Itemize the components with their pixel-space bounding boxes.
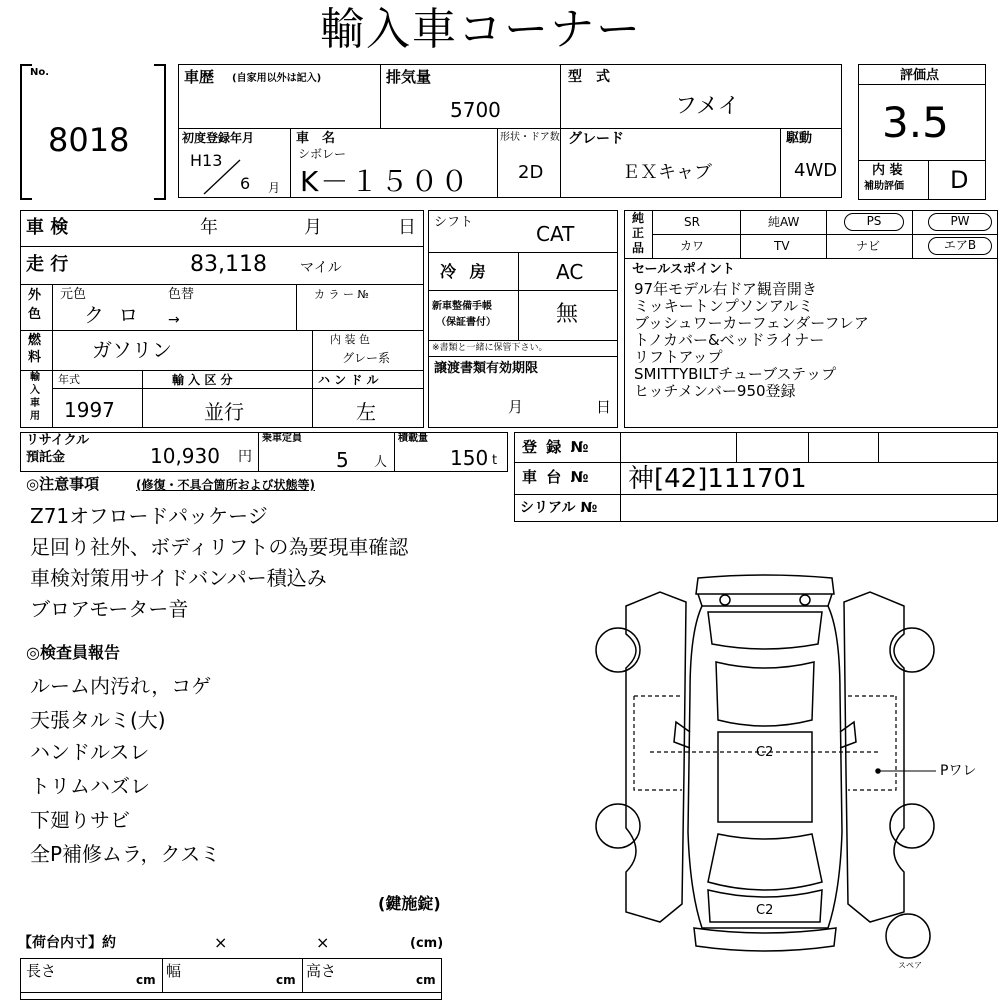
inspector-line-3: ハンドルスレ	[30, 740, 150, 764]
inspection-day: 日	[398, 217, 416, 238]
inspector-line-5: 下廻りサビ	[30, 808, 130, 832]
orig-color-value: ク ロ	[84, 303, 143, 327]
first-reg-month-unit: 月	[268, 181, 281, 195]
history-note: (自家用以外は記入)	[232, 73, 322, 84]
capacity-unit: 人	[374, 455, 388, 470]
score-label: 評価点	[900, 68, 940, 83]
lot-label: No.	[30, 67, 50, 78]
car-maker: シボレー	[298, 147, 347, 161]
selling-point-6: SMITTYBILTチューブステップ	[634, 365, 837, 383]
genuine-item-pw: PW	[928, 213, 992, 231]
first-reg-label: 初度登録年月	[182, 131, 255, 145]
cargo-height-unit: cm	[416, 973, 436, 987]
diagram-c2-top: C2	[756, 745, 774, 760]
registration-label: 登 録 №	[522, 438, 591, 456]
import-label-1: 輸	[30, 372, 40, 383]
genuine-item-ps: PS	[844, 213, 904, 231]
body-value: 2D	[518, 162, 544, 183]
mileage-unit: マイル	[300, 260, 342, 276]
diagram-spare-label: スペア	[898, 961, 922, 970]
inspector-line-6: 全P補修ムラ，クスミ	[30, 842, 221, 866]
cargo-x2: ×	[316, 933, 330, 952]
inspector-line-2: 天張タルミ(大)	[30, 708, 166, 732]
selling-point-2: ミッキートンプソンアルミ	[634, 297, 814, 315]
inspection-label: 車 検	[26, 217, 69, 238]
chassis-label: 車 台 №	[522, 468, 591, 486]
genuine-label-2: 正	[632, 226, 645, 240]
first-reg-month: 6	[240, 174, 251, 193]
mileage-value: 83,118	[190, 252, 267, 277]
first-reg-era: H13	[190, 151, 223, 170]
shift-label: シフト	[434, 215, 474, 230]
selling-points-label: セールスポイント	[632, 262, 735, 277]
import-label-2: 入	[30, 385, 40, 396]
recycle-label-1: リサイクル	[26, 433, 90, 448]
selling-point-4: トノカバー&ベッドライナー	[634, 331, 825, 349]
import-type-label: 輸 入 区 分	[172, 373, 233, 387]
note-line-2: 足回り社外、ボディリフトの為要現車確認	[30, 535, 409, 559]
diagram-right-mark: Pワレ	[940, 763, 977, 779]
drive-label: 駆動	[786, 131, 813, 146]
cargo-length-label: 長さ	[26, 962, 57, 980]
genuine-item-tv: TV	[774, 239, 790, 253]
inspector-line-1: ルーム内汚れ，コゲ	[30, 674, 212, 698]
note-line-1: Z71オフロードパッケージ	[30, 504, 268, 528]
maintenance-note: ※書類と一緒に保管下さい。	[432, 343, 548, 353]
note-line-4: ブロアモーター音	[30, 597, 189, 621]
maintenance-value: 無	[556, 302, 579, 327]
genuine-item-sr: SR	[684, 215, 700, 229]
model-type-value: フメイ	[675, 94, 740, 119]
page-title: 輸入車コーナー	[320, 4, 642, 55]
recycle-unit: 円	[238, 449, 252, 465]
score-value: 3.5	[882, 98, 949, 147]
key-locked-label: (鍵施錠)	[378, 894, 441, 913]
interior-score-label: 内 装	[872, 163, 903, 178]
genuine-item-leather: カワ	[680, 239, 705, 253]
vehicle-info-grid	[178, 64, 842, 198]
cargo-width-unit: cm	[276, 973, 296, 987]
capacity-label: 乗車定員	[262, 433, 302, 444]
genuine-label-3: 品	[632, 241, 645, 255]
fuel-label-1: 燃	[28, 333, 42, 348]
maintenance-label-2: （保証書付）	[436, 317, 496, 328]
selling-point-3: ブッシュワーカーフェンダーフレア	[634, 314, 869, 332]
interior-color-label: 内 装 色	[330, 333, 370, 346]
capacity-value: 5	[336, 448, 349, 472]
orig-color-label: 元色	[60, 287, 87, 302]
cargo-grid	[20, 958, 442, 1000]
shift-value: CAT	[536, 222, 575, 246]
import-year-label: 年式	[58, 373, 80, 386]
genuine-item-airbag: エアB	[928, 237, 992, 255]
first-reg-slash	[196, 156, 246, 196]
import-year: 1997	[64, 398, 115, 422]
transfer-month: 月	[508, 398, 524, 416]
ac-label: 冷 房	[440, 262, 490, 281]
load-value: 150	[450, 446, 489, 470]
car-name: K－１５００	[300, 165, 471, 198]
selling-point-7: ヒッチメンバー950登録	[634, 382, 796, 400]
interior-score-value: D	[950, 166, 969, 194]
repaint-label: 色替	[168, 287, 195, 302]
genuine-item-aw: 純AW	[768, 215, 800, 229]
transfer-label: 譲渡書類有効期限	[434, 361, 539, 376]
details-grid	[20, 210, 424, 428]
lot-number: 8018	[48, 121, 130, 159]
car-name-label: 車 名	[296, 131, 336, 146]
car-damage-diagram	[590, 572, 995, 992]
cargo-height-label: 高さ	[306, 962, 337, 980]
handle-label: ハ ン ド ル	[318, 373, 379, 387]
fuel-label-2: 料	[28, 350, 42, 365]
handle-value: 左	[356, 400, 376, 424]
history-label: 車歴	[184, 68, 215, 86]
notes-sub: (修復・不具合箇所および状態等)	[136, 478, 315, 492]
exterior-label-1: 外	[28, 288, 42, 303]
genuine-label-1: 純	[632, 211, 645, 225]
mileage-label: 走 行	[26, 254, 69, 275]
grade-label: グレード	[568, 131, 624, 147]
drive-value: 4WD	[794, 160, 838, 181]
maintenance-label-1: 新車整備手帳	[432, 301, 492, 312]
selling-point-1: 97年モデル右ドア観音開き	[634, 280, 817, 298]
selling-point-5: リフトアップ	[634, 348, 723, 366]
genuine-item-navi: ナビ	[856, 239, 881, 253]
body-label: 形状・ドア数	[500, 132, 560, 143]
chassis-value: 神[42]111701	[628, 464, 807, 494]
diagram-c2-bottom: C2	[756, 903, 774, 918]
note-line-3: 車検対策用サイドバンパー積込み	[30, 566, 327, 590]
recycle-label-2: 預託金	[26, 450, 66, 465]
recycle-value: 10,930	[150, 444, 220, 468]
import-type: 並行	[204, 400, 244, 424]
interior-score-sublabel: 補助評価	[864, 181, 904, 192]
ac-value: AC	[556, 260, 584, 284]
inspection-year: 年	[200, 217, 218, 238]
inspector-line-4: トリムハズレ	[30, 774, 150, 798]
color-arrow: →	[168, 312, 180, 328]
import-label-3: 車	[30, 398, 40, 409]
interior-color-value: グレー系	[342, 351, 391, 365]
fuel-value: ガソリン	[92, 338, 172, 362]
displacement-label: 排気量	[386, 68, 432, 86]
color-code-label: カ ラ ー №	[314, 288, 369, 301]
displacement-value: 5700	[450, 98, 501, 122]
inspection-month: 月	[304, 217, 322, 238]
notes-label: ◎注意事項	[26, 475, 100, 493]
exterior-label-2: 色	[28, 307, 42, 322]
cargo-length-unit: cm	[136, 973, 156, 987]
model-type-label: 型 式	[568, 69, 610, 85]
transfer-day: 日	[596, 398, 612, 416]
grade-value: ＥＸキャブ	[622, 162, 712, 183]
serial-label: シリアル №	[520, 500, 598, 516]
inspector-label: ◎検査員報告	[26, 643, 120, 662]
import-label-4: 用	[30, 411, 40, 422]
cargo-width-label: 幅	[166, 962, 182, 980]
cargo-unit: (cm)	[410, 936, 444, 951]
load-unit: t	[492, 453, 498, 468]
cargo-label: 【荷台内寸】約	[18, 935, 116, 951]
load-label: 積載量	[398, 433, 428, 444]
lot-box	[20, 64, 166, 196]
cargo-x1: ×	[214, 933, 228, 952]
